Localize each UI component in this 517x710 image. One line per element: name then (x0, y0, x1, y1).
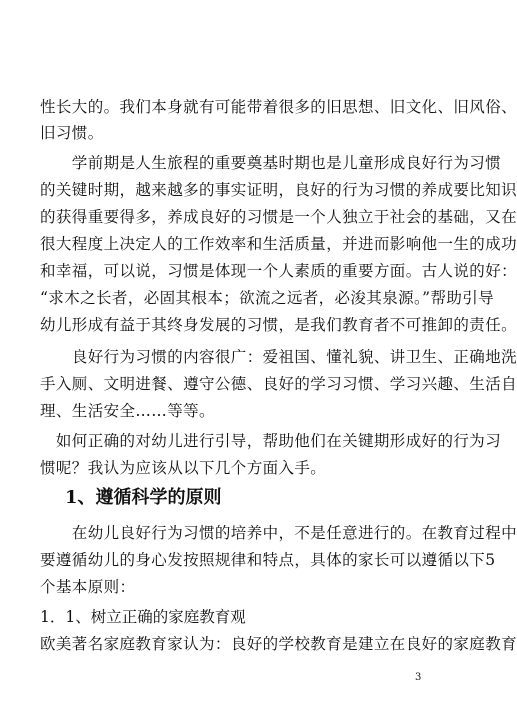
text-line: 在幼儿良好行为习惯的培养中，不是任意进行的。在教育过程中 (40, 524, 517, 542)
text-line: 惯呢？我认为应该从以下几个方面入手。 (40, 459, 327, 477)
text-line: 欧美著名家庭教育家认为：良好的学校教育是建立在良好的家庭教育 (40, 635, 517, 653)
text-line: 手入厕、文明进餐、遵守公德、良好的学习习惯、学习兴趣、生活自 (40, 375, 517, 393)
subsection-heading: 1．1、树立正确的家庭教育观 (40, 608, 246, 626)
text-line: 的关键时期，越来越多的事实证明，良好的行为习惯的养成要比知识 (40, 181, 517, 199)
text-line: 理、生活安全……等等。 (40, 402, 215, 420)
text-line: 旧习惯。 (40, 124, 104, 142)
text-line: 学前期是人生旅程的重要奠基时期也是儿童形成良好行为习惯 (40, 154, 502, 172)
text-line: 要遵循幼儿的身心发按照规律和特点，具体的家长可以遵循以下5 (40, 551, 496, 569)
text-line: 和幸福，可以说，习惯是体现一个人素质的重要方面。古人说的好： (40, 262, 517, 280)
page-number: 3 (415, 672, 422, 683)
text-line: 的获得重要得多，养成良好的习惯是一个人独立于社会的基础，又在 (40, 208, 517, 226)
section-heading: 1、遵循科学的原则 (65, 487, 222, 508)
text-line: 个基本原则： (40, 578, 136, 596)
text-line: 幼儿形成有益于其终身发展的习惯，是我们教育者不可推卸的责任。 (40, 316, 517, 334)
text-line: 性长大的。我们本身就有可能带着很多的旧思想、旧文化、旧风俗、 (40, 98, 517, 116)
text-line: 很大程度上决定人的工作效率和生活质量，并进而影响他一生的成功 (40, 235, 517, 253)
text-line: 良好行为习惯的内容很广：爱祖国、懂礼貌、讲卫生、正确地洗 (40, 348, 517, 366)
text-line: “求木之长者，必固其根本；欲流之远者，必浚其泉源。”帮助引导 (40, 289, 495, 307)
text-line: 如何正确的对幼儿进行引导，帮助他们在关键期形成好的行为习 (40, 432, 502, 450)
